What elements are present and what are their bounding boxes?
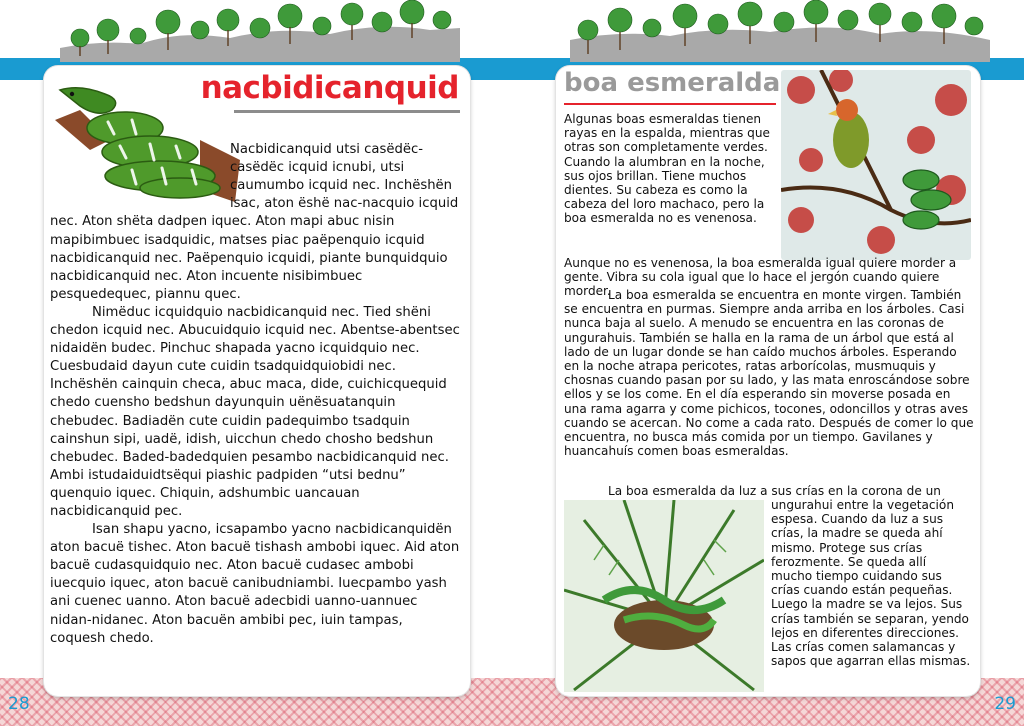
page-title: boa esmeralda — [564, 68, 781, 98]
page-number: 29 — [994, 694, 1016, 714]
right-page-card — [556, 66, 980, 696]
forest-skyline-right — [570, 0, 990, 62]
page-number: 28 — [8, 694, 30, 714]
paragraph: ungurahui entre la vegetación espesa. Cuando da luz a sus crías, la madre se queda ahí mismo. Protege sus crías ferozmente. Se queda allí mucho tiempo cuidando sus crías cuando están pequeñas. Luego la madre se va lejos. Sus crías también se separan, yendo lejos en diferentes direcciones. Las crías comen salamancas y sapos que agarran ellas mismas. — [771, 498, 971, 669]
left-page-card — [44, 66, 470, 696]
paragraph: La boa esmeralda se encuentra en monte virgen. También se encuentra en purmas. Siempre anda arriba en los árboles. Casi nunca baja al suelo. A menudo se encuentra en las coronas de ungurahuis. También se halla en la rama de un árbol que está al lado de un lugar donde se han caído muchos árboles. Esperando en la noche atrapa pericotes, ratas arborícolas, musmuquis y chosnas cuando pasan por su lado, y las mata enroscándose sobre ellos y se los come. En el día esperando sin moverse posada en una rama agarra y come pichicos, tocones, odoncillos y otras aves cuando se acercan. No come a cada rato. Después de comer lo que encuentra, no busca más comida por un tiempo. Gavilanes y huancahuís comen boas esmeraldas. — [564, 288, 974, 459]
paragraph: Nacbidicanquid utsi casëdëc-casëdëc icquid icnubi, utsi caumumbo icquid nec. Inchëshën isac, aton ëshë nac-nacquio icquid nec. Aton shëta dadpen iquec. Aton mapi abuc nisin mapibimbuec isadquidic, matses piac paëpenquio icquid nacbidicanquid nec. Paëpenquio icquidi, piante bunquidquio nacbidicanquid nec. Aton incuente nisibimbuec pesquedequec, piannu quec. — [50, 142, 459, 302]
paragraph: La boa esmeralda da luz a sus crías en la corona de un — [608, 484, 941, 498]
paragraph: Algunas boas esmeraldas tienen rayas en la espalda, mientras que otras son completamente verdes. Cuando la alumbran en la noche, sus ojos brillan. Tiene muchos dientes. Su cabeza es como la cabeza del loro machaco, pero la boa esmeralda no es venenosa. — [564, 112, 770, 226]
paragraph: Nimëduc icquidquio nacbidicanquid nec. Tied shëni chedon icquid nec. Abucuidquio icquid nec. Abentse-abentsec nidaidën budec. Pinchuc shapada yacno icquidquio nec. Cuesbudaid dayun cute cuidin tsadquidquiobidi nec. Inchëshën cainquin checa, abuc maca, dide, cuichicquequid chedo cuensho bedshun dayunquin uënësuatanquin chebudec. Badiadën cute cuidin padequimbo tsadquin cainshun sipi, uadë, idish, uicchun chedo chosho bedshun chebudec. Baded-badedquien pesambo nacbidicanquid nec. Ambi istudaiduidtsëqui piashic padpiden “utsi bednu” quenquio iquec. Chiquin, adshumbic uancauan nacbidicanquid pec. — [50, 304, 460, 519]
title-underline — [234, 110, 460, 113]
title-underline — [564, 103, 776, 105]
palm-crown-snakes-illustration — [564, 500, 764, 692]
left-text-body — [50, 123, 462, 648]
paragraph: Isan shapu yacno, icsapambo yacno nacbidicanquidën aton bacuë tishec. Aton bacuë tishash ambobi iquec. Aid aton bacuë cudasquidquio nec. Aton bacuë cudasec ambobi iuecquio iquec, aton bacuë canibudniambi. Iuecpambo yash ani cuenec uanno. Aton bacuë adecbidi uanno-uannuec nidan-nidanec. Aton bacuën ambibi pec, iuin tampas, coquesh chedo. — [50, 522, 460, 646]
forest-skyline-left — [60, 0, 460, 62]
bird-and-snake-illustration — [781, 70, 971, 260]
page-title: nacbidicanquid — [200, 70, 459, 106]
paragraph: Aunque no es venenosa, la boa esmeralda igual quiere morder a gente. Vibra su cola igual que lo hace el jergón cuando quiere morder. — [564, 256, 957, 299]
